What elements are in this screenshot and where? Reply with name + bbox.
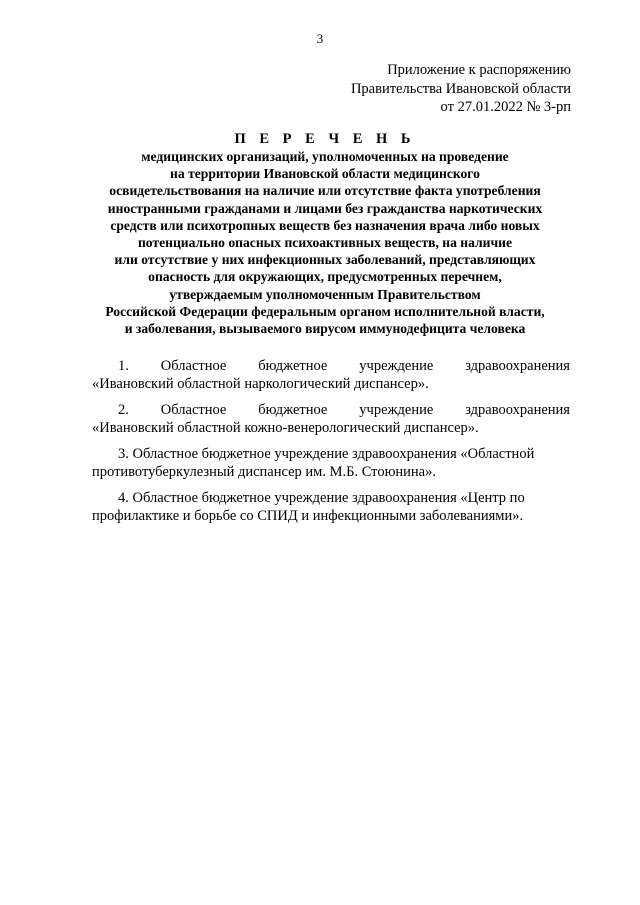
list-item-line: 3. Областное бюджетное учреждение здравоохранения «Областной [118, 446, 535, 462]
subtitle-line: на территории Ивановской области медицинского [170, 166, 480, 182]
list-item-word: Областное [160, 358, 227, 374]
list-item [92, 401, 570, 437]
subtitle-line: медицинских организаций, уполномоченных на проведение [141, 149, 509, 164]
document-title-block [60, 130, 590, 337]
subtitle-line: иностранными гражданами и лицами без гражданства наркотических [107, 200, 543, 216]
list-item-line: «Ивановский областной наркологический диспансер». [92, 376, 429, 392]
list-item-word: бюджетное [258, 402, 328, 418]
subtitle-line: Российской Федерации федеральным органом исполнительной власти, [105, 303, 545, 319]
subtitle-line: освидетельствования на наличие или отсутствие факта употребления [109, 183, 541, 199]
list-item-word: Областное [160, 402, 227, 418]
list-item-word: бюджетное [258, 358, 328, 374]
list-item-line: профилактике и борьбе со СПИД и инфекционными заболеваниями». [92, 508, 524, 524]
page-number: 3 [316, 31, 324, 46]
list-item-word: 2. [118, 402, 129, 418]
appendix-line-3: от 27.01.2022 № 3-рп [440, 99, 571, 115]
list-item [92, 445, 570, 481]
subtitle-line: потенциально опасных психоактивных веществ, на наличие [137, 235, 513, 251]
subtitle-line: или отсутствие у них инфекционных заболеваний, представляющих [114, 252, 536, 268]
list-item-word: учреждение [359, 358, 434, 374]
subtitle-line: и заболевания, вызываемого вирусом иммунодефицита человека [124, 321, 526, 337]
list-item-line [92, 401, 570, 419]
subtitle-line: утверждаемым уполномоченным Правительством [169, 286, 481, 302]
list-item-word: здравоохранения [465, 402, 570, 418]
list-item [92, 489, 570, 525]
appendix-line-2: Правительства Ивановской области [350, 80, 571, 97]
list-item-line: 4. Областное бюджетное учреждение здравоохранения «Центр по [118, 490, 525, 506]
list-item-line: «Ивановский областной кожно-венерологический диспансер». [92, 420, 479, 436]
list-item-line [92, 357, 570, 375]
list-item-line: противотуберкулезный диспансер им. М.Б. Стоюнина». [92, 464, 436, 480]
subtitle-line: опасность для окружающих, предусмотренных перечнем, [148, 269, 502, 285]
appendix-block [351, 61, 571, 117]
subtitle-line: средств или психотропных веществ без назначения врача либо новых [110, 217, 540, 233]
organization-list [92, 357, 570, 533]
list-item-word: 1. [118, 358, 129, 374]
appendix-line-1: Приложение к распоряжению [387, 62, 571, 78]
list-item-word: здравоохранения [465, 358, 570, 374]
document-title: П Е Р Е Ч Е Н Ь [234, 131, 416, 147]
list-item [92, 357, 570, 393]
list-item-word: учреждение [359, 402, 434, 418]
